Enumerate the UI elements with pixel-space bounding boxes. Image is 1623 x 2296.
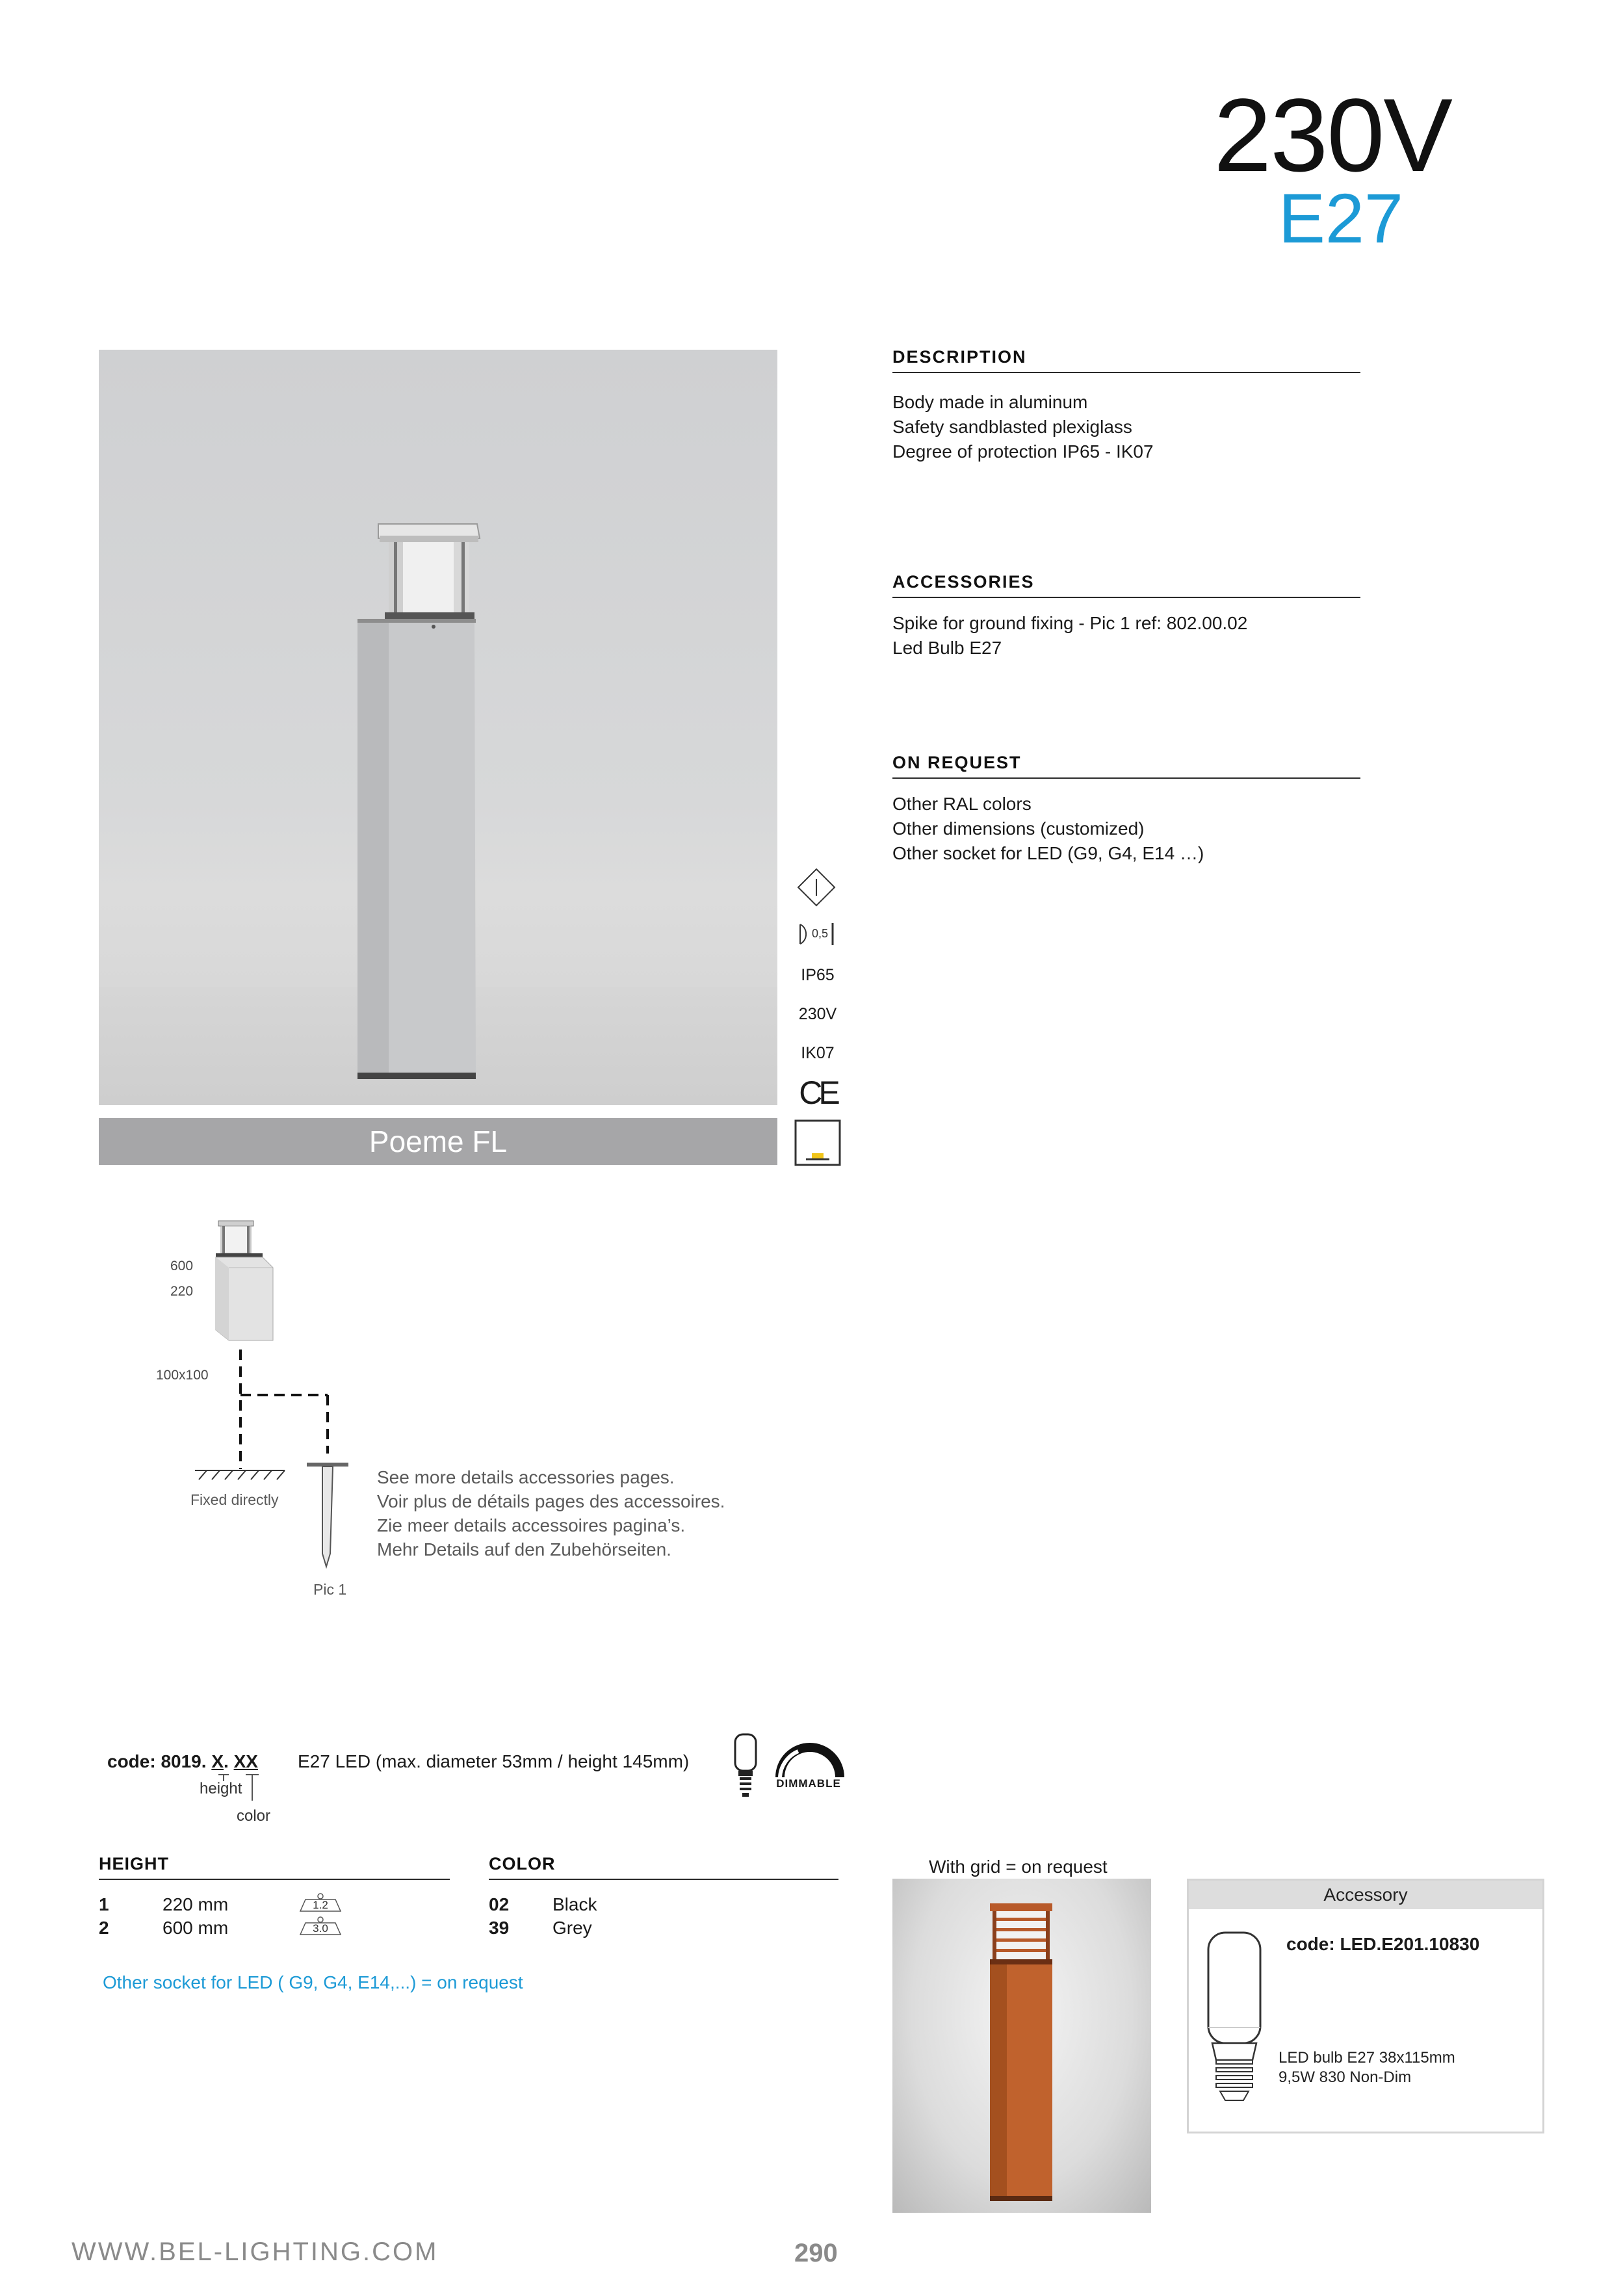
footer-url[interactable]: WWW.BEL-LIGHTING.COM	[71, 2237, 439, 2266]
description-rule	[892, 372, 1360, 373]
page-number: 290	[794, 2239, 838, 2267]
corten-bollard-illustration	[892, 1879, 1151, 2213]
accessories-rule	[892, 597, 1360, 598]
lamp-spec: E27 LED (max. diameter 53mm / height 145mm)	[298, 1751, 690, 1771]
weight-icon	[299, 1916, 342, 1936]
socket-heading: E27	[1278, 179, 1403, 257]
description-line: Safety sandblasted plexiglass	[892, 417, 1132, 437]
accessories-line: Led Bulb E27	[892, 638, 1002, 658]
height-value: 220 mm	[162, 1894, 229, 1914]
dimmable-icon	[772, 1741, 845, 1780]
accessory-notes	[377, 1465, 725, 1561]
code-height-label: height	[200, 1780, 242, 1797]
on-request-rule	[892, 777, 1360, 779]
accessory-desc	[1279, 2048, 1455, 2087]
height-code: 2	[99, 1918, 109, 1938]
pic1-label: Pic 1	[313, 1581, 347, 1598]
led-bulb-icon	[1203, 1930, 1266, 2125]
height-title: HEIGHT	[99, 1854, 170, 1873]
height-row	[99, 1916, 299, 1940]
description-line: Degree of protection IP65 - IK07	[892, 441, 1154, 462]
on-request-line: Other RAL colors	[892, 794, 1032, 814]
weight-value: 1.2	[313, 1899, 328, 1911]
accessory-header: Accessory	[1189, 1881, 1542, 1909]
color-code: 39	[489, 1918, 510, 1938]
description-line: Body made in aluminum	[892, 392, 1088, 412]
product-photo	[99, 350, 777, 1105]
height-row	[99, 1893, 299, 1916]
product-name-bar: Poeme FL	[99, 1118, 777, 1165]
distance-icon	[796, 920, 839, 948]
accessories-line: Spike for ground fixing - Pic 1 ref: 802.00.02	[892, 613, 1248, 633]
code-dot: .	[224, 1751, 229, 1771]
socket-note: Other socket for LED ( G9, G4, E14,...) = on request	[103, 1972, 523, 1992]
description-title: DESCRIPTION	[892, 347, 1027, 367]
accessory-code-label: code:	[1286, 1934, 1335, 1954]
grid-note: With grid = on request	[929, 1857, 1108, 1877]
fixed-directly-label: Fixed directly	[190, 1491, 279, 1508]
grid-variant-photo	[892, 1879, 1151, 2213]
accessory-code	[1286, 1934, 1479, 1955]
accessory-code-value: LED.E201.10830	[1340, 1934, 1480, 1954]
bulb-icon	[732, 1732, 759, 1799]
code-color-placeholder: XX	[233, 1751, 258, 1771]
weight-value: 3.0	[313, 1922, 328, 1935]
height-code: 1	[99, 1894, 109, 1914]
light-source-icon	[794, 1119, 841, 1166]
ce-mark: CE	[799, 1075, 837, 1111]
accessory-desc-line: 9,5W 830 Non-Dim	[1279, 2068, 1412, 2086]
note-line-de: Mehr Details auf den Zubehörseiten.	[377, 1539, 671, 1559]
color-value: Grey	[552, 1918, 592, 1938]
dim-base: 100x100	[156, 1368, 209, 1383]
color-title: COLOR	[489, 1854, 556, 1873]
note-line-en: See more details accessories pages.	[377, 1467, 675, 1487]
dim-height-220: 220	[170, 1284, 194, 1299]
on-request-list	[892, 792, 1204, 866]
ik-rating: IK07	[801, 1044, 835, 1062]
ip-rating: IP65	[801, 966, 835, 984]
accessory-desc-line: LED bulb E27 38x115mm	[1279, 2049, 1455, 2067]
distance-value: 0,5	[812, 927, 829, 940]
height-rule	[99, 1879, 450, 1880]
note-line-fr: Voir plus de détails pages des accessoires.	[377, 1491, 725, 1511]
color-rule	[489, 1879, 838, 1880]
color-row	[489, 1916, 592, 1940]
height-value: 600 mm	[162, 1918, 229, 1938]
on-request-line: Other dimensions (customized)	[892, 818, 1145, 839]
accessories-list	[892, 611, 1247, 660]
color-row	[489, 1893, 597, 1916]
accessory-box	[1187, 1879, 1544, 2133]
description-list	[892, 390, 1154, 464]
dimmable-badge	[772, 1741, 845, 1793]
on-request-line: Other socket for LED (G9, G4, E14 …)	[892, 843, 1204, 863]
voltage-heading: 230V	[1214, 77, 1451, 193]
weight-icon	[299, 1893, 342, 1912]
product-code	[107, 1751, 258, 1772]
code-prefix: code: 8019.	[107, 1751, 207, 1771]
voltage-rating: 230V	[798, 1005, 837, 1023]
dimmable-label: DIMMABLE	[776, 1777, 841, 1790]
on-request-title: ON REQUEST	[892, 753, 1022, 772]
color-value: Black	[552, 1894, 597, 1914]
code-color-label: color	[237, 1807, 271, 1825]
bollard-illustration	[99, 350, 777, 1105]
dim-height-600: 600	[170, 1259, 194, 1273]
note-line-nl: Zie meer details accessoires pagina’s.	[377, 1515, 686, 1535]
class-ii-icon	[796, 867, 837, 907]
code-height-placeholder: X	[211, 1751, 224, 1771]
accessories-title: ACCESSORIES	[892, 572, 1035, 592]
color-code: 02	[489, 1894, 510, 1914]
